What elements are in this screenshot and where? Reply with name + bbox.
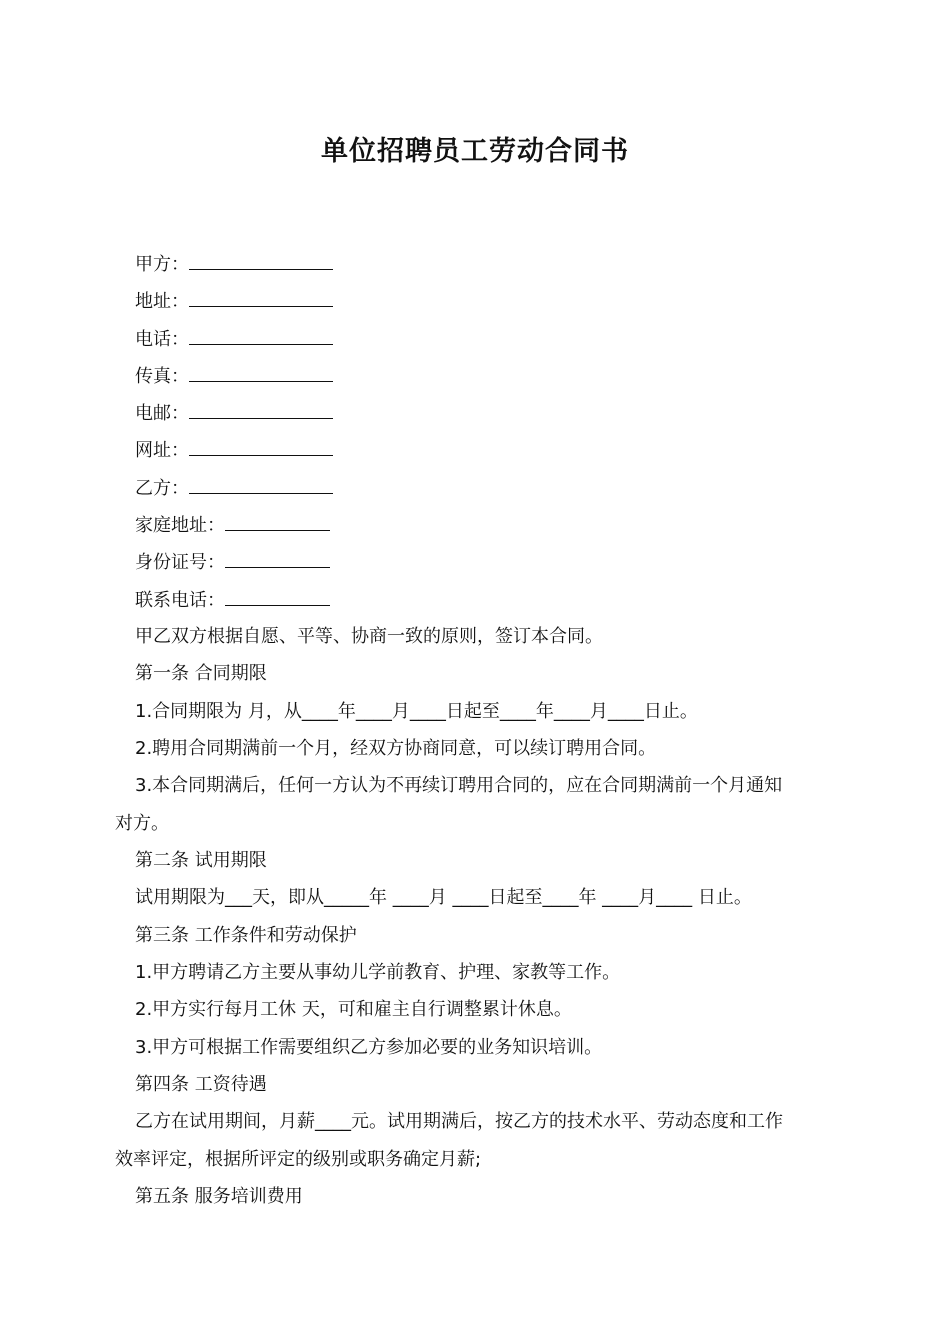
article-2-text: 试用期限为___天，即从_____年 ____月 ____日起至____年 ____月____ 日止。 [135,887,752,908]
field-id-number [135,549,330,576]
article-1-item-3: 3.本合同期满后，任何一方认为不再续订聘用合同的，应在合同期满前一个月通知 [135,775,783,796]
article-1-item-3-cont: 对方。 [115,813,169,834]
field-website [135,437,333,464]
fill-blank [189,288,333,307]
field-contact-phone [135,587,330,614]
field-label: 家庭地址： [135,515,225,536]
field-label: 甲方： [135,254,189,275]
article-1-heading: 第一条 合同期限 [135,663,267,684]
fill-blank [225,587,330,606]
field-label: 电话： [135,329,189,350]
fill-blank [189,363,333,382]
article-5-heading: 第五条 服务培训费用 [135,1186,303,1207]
field-address [135,288,333,315]
article-1-item-1: 1.合同期限为 月，从____年____月____日起至____年____月____日止。 [135,701,698,722]
article-3-item-2: 2.甲方实行每月工休 天，可和雇主自行调整累计休息。 [135,999,572,1020]
field-label: 传真： [135,366,189,387]
field-fax [135,363,333,390]
field-email [135,400,333,427]
field-phone [135,326,333,353]
article-1-item-2: 2.聘用合同期满前一个月，经双方协商同意，可以续订聘用合同。 [135,738,657,759]
fill-blank [225,549,330,568]
field-party-a [135,251,333,278]
article-4-heading: 第四条 工资待遇 [135,1074,267,1095]
field-label: 身份证号： [135,552,225,573]
article-3-heading: 第三条 工作条件和劳动保护 [135,925,357,946]
field-party-b [135,475,333,502]
field-label: 网址： [135,440,189,461]
article-4-text: 乙方在试用期间，月薪____元。试用期满后，按乙方的技术水平、劳动态度和工作 [135,1111,783,1132]
article-4-text-cont: 效率评定，根据所评定的级别或职务确定月薪; [115,1149,482,1170]
fill-blank [189,437,333,456]
intro-paragraph: 甲乙双方根据自愿、平等、协商一致的原则，签订本合同。 [135,626,603,647]
field-label: 联系电话： [135,590,225,611]
fill-blank [189,400,333,419]
article-2-heading: 第二条 试用期限 [135,850,267,871]
fill-blank [189,251,333,270]
fill-blank [189,326,333,345]
fill-blank [225,512,330,531]
field-label: 乙方： [135,478,189,499]
article-3-item-3: 3.甲方可根据工作需要组织乙方参加必要的业务知识培训。 [135,1037,603,1058]
fill-blank [189,475,333,494]
field-home-address [135,512,330,539]
field-label: 地址： [135,291,189,312]
article-3-item-1: 1.甲方聘请乙方主要从事幼儿学前教育、护理、家教等工作。 [135,962,621,983]
field-label: 电邮： [135,403,189,424]
document-title: 单位招聘员工劳动合同书 [321,136,629,167]
